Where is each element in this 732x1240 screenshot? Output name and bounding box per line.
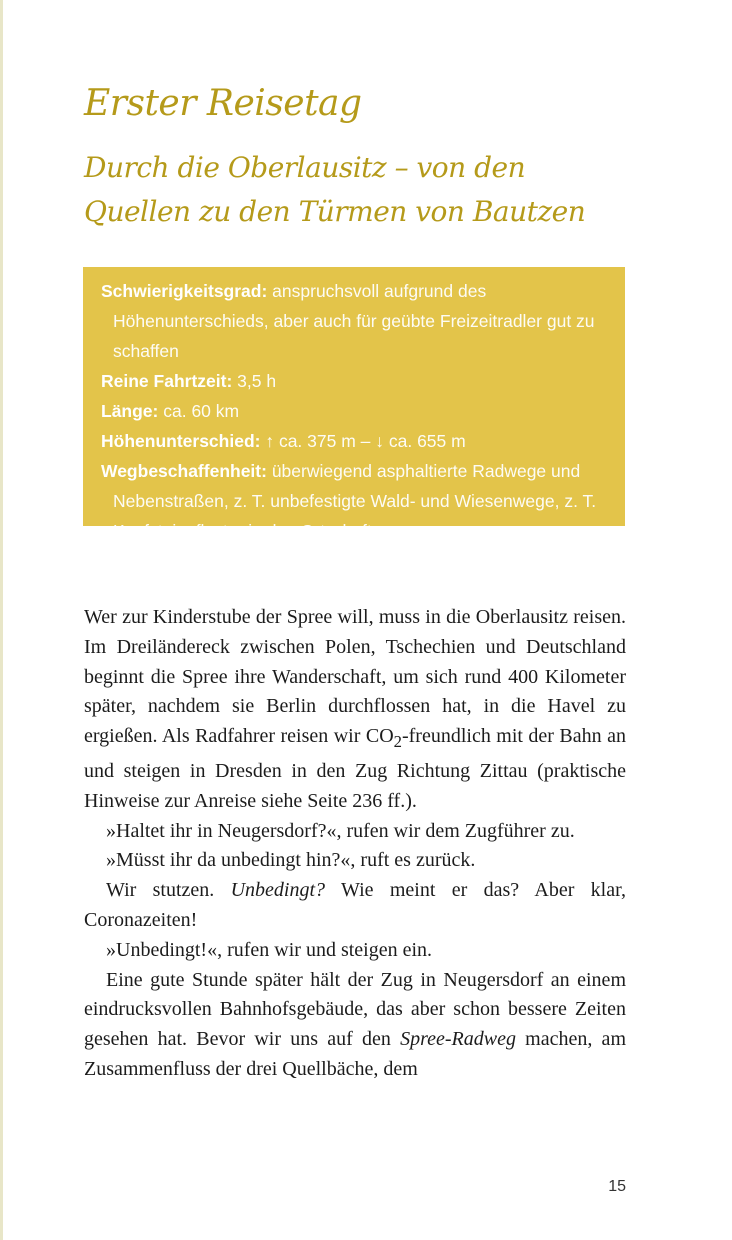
paragraph [84,603,626,817]
paragraph-text: machen, am Zusammenfluss der drei Quellbäche, dem [84,1028,626,1080]
paragraph [84,966,626,1085]
info-value: überwiegend asphaltierte Radwege und Nebenstraßen, z. T. unbefestigte Wald- und Wiesenwege, z. T. Kopfsteinpflaster in den Ortschaften [113,461,597,541]
body-text [84,603,626,1085]
info-value: anspruchsvoll aufgrund des Höhenunterschieds, aber auch für geübte Freizeitradler gut zu schaffen [113,281,595,361]
info-row-surface [101,456,609,546]
info-row-riding-time [101,366,609,396]
emphasis: Unbedingt? [230,879,326,902]
info-row-difficulty [101,276,609,366]
subscript: 2 [393,732,402,752]
chapter-title: Erster Reisetag [84,83,362,124]
info-label: Wegbeschaffenheit: [101,461,267,481]
page-number: 15 [608,1178,626,1195]
info-row-length [101,396,609,426]
page-edge [0,0,3,1240]
info-label: Länge: [101,401,159,421]
paragraph-text: Wir stutzen. [106,879,231,902]
info-label: Schwierigkeitsgrad: [101,281,268,301]
tour-info-box [83,267,625,541]
chapter-subtitle [84,146,644,234]
paragraph: »Unbedingt!«, rufen wir und steigen ein. [106,938,433,961]
chapter-subtitle-line2: Quellen zu den Türmen von Bautzen [84,195,586,228]
paragraph-text: -freundlich mit der Bahn an und steigen in Dresden in den Zug Richtung Zittau (praktische Hinweise zur Anreise siehe Seite 236 ff.). [84,725,626,812]
paragraph [84,876,626,936]
info-row-elevation [101,426,609,456]
emphasis: Spree-Radweg [400,1028,516,1051]
chapter-subtitle-line1: Durch die Oberlausitz – von den [84,151,526,184]
info-label: Reine Fahrtzeit: [101,371,233,391]
paragraph: »Müsst ihr da unbedingt hin?«, ruft es zurück. [106,849,476,872]
info-value: ca. 60 km [158,401,240,421]
paragraph-text: Eine gute Stunde später hält der Zug in Neugersdorf an einem eindrucksvollen Bahnhofsgebäude, das aber schon bessere Zeiten gesehen hat. Bevor wir uns auf den [84,968,626,1051]
info-value: 3,5 h [232,371,277,391]
paragraph-text: Wie meint er das? Aber klar, Coronazeiten! [84,879,626,931]
paragraph: »Haltet ihr in Neugersdorf?«, rufen wir dem Zugführer zu. [106,819,575,842]
paragraph-text: Wer zur Kinderstube der Spree will, muss in die Oberlausitz reisen. Im Dreiländereck zwischen Polen, Tschechien und Deutschland beginnt die Spree ihre Wanderschaft, um sich rund 400 Kilometer später, nachdem sie Berlin durchflossen hat, in die Havel zu ergießen. Als Radfahrer reisen wir CO [84,606,626,748]
info-value: ↑ ca. 375 m – ↓ ca. 655 m [260,431,466,451]
info-label: Höhenunterschied: [101,431,261,451]
